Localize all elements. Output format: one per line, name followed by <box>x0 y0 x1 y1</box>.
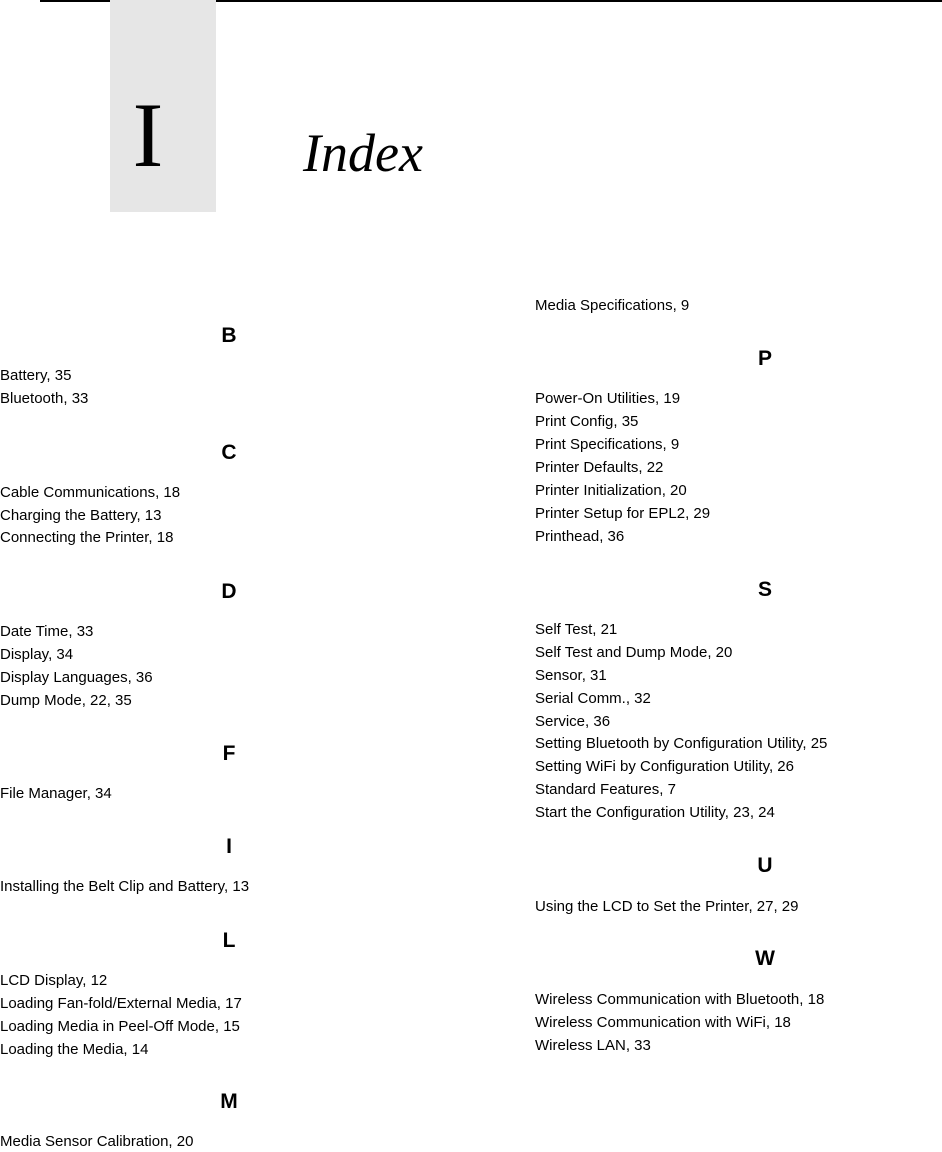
index-entry: Battery, 35 <box>0 367 72 384</box>
index-entry: Connecting the Printer, 18 <box>0 529 174 546</box>
index-entry: LCD Display, 12 <box>0 972 108 989</box>
index-letter-c: C <box>221 441 237 464</box>
index-entry: Display, 34 <box>0 646 74 663</box>
index-entry: Service, 36 <box>535 713 611 730</box>
index-entry: Wireless Communication with WiFi, 18 <box>535 1014 791 1031</box>
index-entry: Cable Communications, 18 <box>0 484 181 501</box>
index-letter-b: B <box>221 324 237 347</box>
index-entry: Using the LCD to Set the Printer, 27, 29 <box>535 898 799 915</box>
index-entry: Date Time, 33 <box>0 623 94 640</box>
index-entry: Loading Fan-fold/External Media, 17 <box>0 995 242 1012</box>
index-entry: Setting Bluetooth by Configuration Utility, 25 <box>535 735 828 752</box>
index-letter-w: W <box>755 947 775 970</box>
index-letter-d: D <box>221 580 237 603</box>
index-entry: Loading Media in Peel-Off Mode, 15 <box>0 1018 240 1035</box>
index-entry: Printer Setup for EPL2, 29 <box>535 505 711 522</box>
index-entry: Charging the Battery, 13 <box>0 507 162 524</box>
index-entry: Setting WiFi by Configuration Utility, 26 <box>535 758 794 775</box>
index-letter-s: S <box>757 578 772 601</box>
index-entry: Installing the Belt Clip and Battery, 13 <box>0 878 250 895</box>
index-entry: Serial Comm., 32 <box>535 690 651 707</box>
index-entry: Sensor, 31 <box>535 667 607 684</box>
index-entry: Printer Defaults, 22 <box>535 459 664 476</box>
index-entry: Wireless Communication with Bluetooth, 18 <box>535 991 825 1008</box>
chapter-letter: I <box>132 84 164 186</box>
index-entry: Wireless LAN, 33 <box>535 1037 651 1054</box>
index-entry: Self Test and Dump Mode, 20 <box>535 644 733 661</box>
index-entry: Standard Features, 7 <box>535 781 676 798</box>
index-entry: Bluetooth, 33 <box>0 390 89 407</box>
index-entry: Self Test, 21 <box>535 621 618 638</box>
index-entry: Media Specifications, 9 <box>535 297 690 314</box>
index-entry: Print Specifications, 9 <box>535 436 680 453</box>
index-letter-p: P <box>757 347 772 370</box>
index-entry: Printer Initialization, 20 <box>535 482 687 499</box>
index-letter-i: I <box>226 835 232 858</box>
index-entry: Start the Configuration Utility, 23, 24 <box>535 804 775 821</box>
index-letter-f: F <box>222 742 236 765</box>
index-entry: Power-On Utilities, 19 <box>535 390 681 407</box>
index-letter-m: M <box>220 1090 238 1113</box>
chapter-title: Index <box>303 123 423 183</box>
index-letter-l: L <box>222 929 236 952</box>
index-entry: Printhead, 36 <box>535 528 625 545</box>
index-entry: Print Config, 35 <box>535 413 639 430</box>
index-entry: Loading the Media, 14 <box>0 1041 149 1058</box>
index-letter-u: U <box>757 854 773 877</box>
index-entry: Dump Mode, 22, 35 <box>0 692 132 709</box>
index-entry: File Manager, 34 <box>0 785 112 802</box>
index-entry: Media Sensor Calibration, 20 <box>0 1133 194 1150</box>
index-entry: Display Languages, 36 <box>0 669 153 686</box>
